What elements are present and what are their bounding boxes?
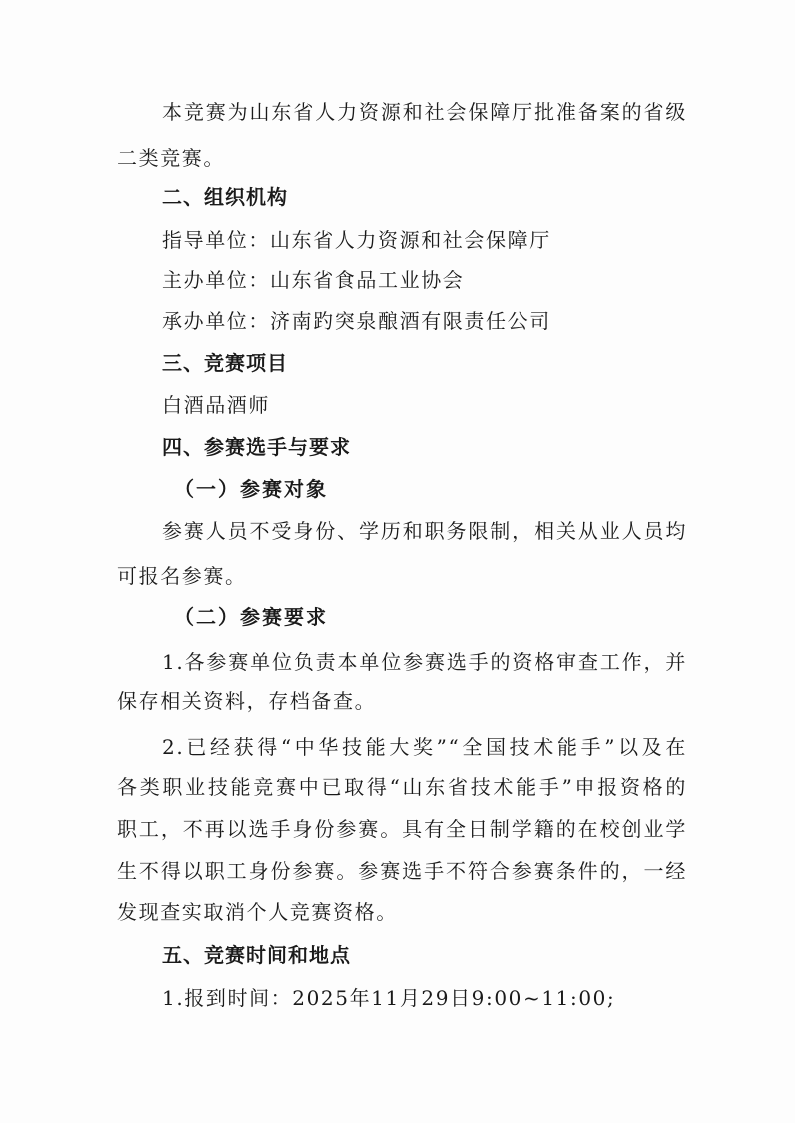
section-heading-participants: 四、参赛选手与要求 xyxy=(162,435,351,459)
organizer-unit-line: 承办单位：济南趵突泉酿酒有限责任公司 xyxy=(162,309,551,333)
section-heading-organization: 二、组织机构 xyxy=(162,185,288,209)
paragraph-line: 职工，不再以选手身份参赛。具有全日制学籍的在校创业学 xyxy=(117,817,687,841)
registration-time-line: 1.报到时间：2025年11月29日9:00~11:00; xyxy=(162,986,616,1010)
subsection-heading-targets: （一）参赛对象 xyxy=(174,477,328,501)
paragraph-line: 二类竞赛。 xyxy=(117,146,225,170)
host-unit-line: 主办单位：山东省食品工业协会 xyxy=(162,268,465,292)
paragraph-line: 2.已经获得“中华技能大奖”“全国技术能手”以及在 xyxy=(162,735,687,759)
project-line: 白酒品酒师 xyxy=(162,393,270,417)
paragraph-line: 1.各参赛单位负责本单位参赛选手的资格审查工作，并 xyxy=(162,650,687,674)
paragraph-line: 发现查实取消个人竞赛资格。 xyxy=(117,900,398,924)
paragraph-line: 保存相关资料，存档备查。 xyxy=(117,689,377,713)
section-heading-project: 三、竞赛项目 xyxy=(162,351,288,375)
guide-unit-line: 指导单位：山东省人力资源和社会保障厅 xyxy=(162,228,551,252)
paragraph-line: 生不得以职工身份参赛。参赛选手不符合参赛条件的，一经 xyxy=(117,859,687,883)
paragraph-line: 可报名参赛。 xyxy=(117,564,247,588)
paragraph-line: 各类职业技能竞赛中已取得“山东省技术能手”申报资格的 xyxy=(117,775,687,799)
paragraph-line: 本竞赛为山东省人力资源和社会保障厅批准备案的省级 xyxy=(162,100,687,124)
section-heading-time-location: 五、竞赛时间和地点 xyxy=(162,943,351,967)
subsection-heading-requirements: （二）参赛要求 xyxy=(174,605,328,629)
paragraph-line: 参赛人员不受身份、学历和职务限制，相关从业人员均 xyxy=(162,519,687,543)
